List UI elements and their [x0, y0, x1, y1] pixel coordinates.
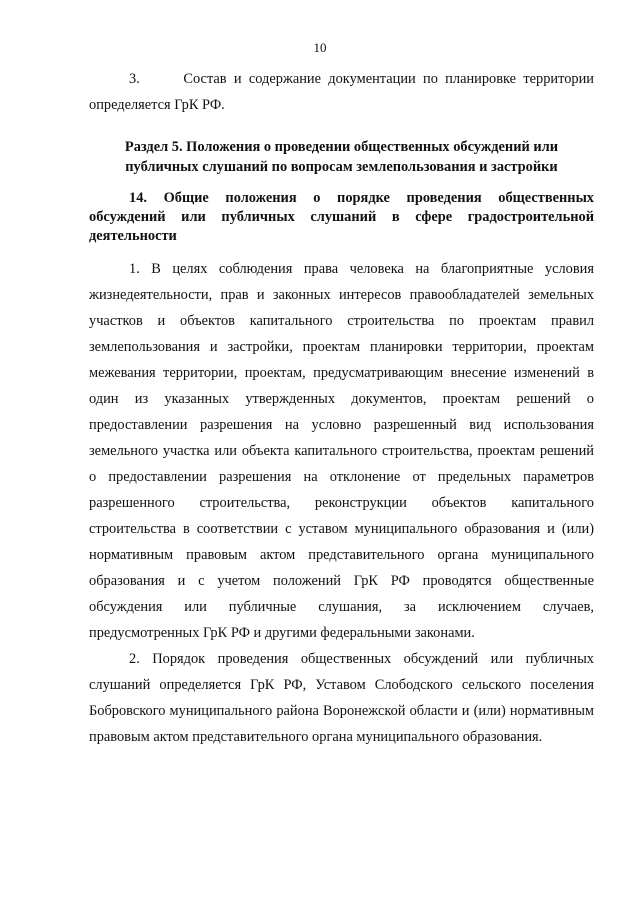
subsection-14-title: 14. Общие положения о порядке проведения общественных обсуждений или публичных слушаний в сфере градостроительной деятельности — [89, 190, 594, 244]
page-number: 10 — [313, 40, 327, 55]
item-3-text: 3. Состав и содержание документации по планировке территории определяется ГрК РФ. — [89, 71, 594, 113]
paragraph-2: 2. Порядок проведения общественных обсуждений или публичных слушаний определяется ГрК РФ, Уставом Слободского сельского поселения Бобровского муниципального района Воронежской области и (или) нормативным правовым актом представительного органа муниципального образования. — [89, 651, 594, 745]
paragraph-1: 1. В целях соблюдения права человека на благоприятные условия жизнедеятельности, прав и законных интересов правообладателей земельных участков и объектов капитального строительства по проектам правил землепользования и застройки, проектам планировки территории, проектам межевания территории, проектам, предусматривающим внесение изменений в один из указанных утвержденных документов, проектам решений о предоставлении разрешения на условно разрешенный вид использования земельного участка или объекта капитального строительства, проектам решений о предоставлении разрешения на отклонение от предельных параметров разрешенного строительства, реконструкции объектов капитального строительства в соответствии с уставом муниципального образования и (или) нормативным правовым актом представительного органа муниципального образования и с учетом положений ГрК РФ проводятся общественные обсуждения или публичные слушания, за исключением случаев, предусмотренных ГрК РФ и другими федеральными законами. — [89, 261, 594, 641]
section-5-title: Раздел 5. Положения о проведении общественных обсуждений или публичных слушаний по вопросам землепользования и застройки — [124, 139, 559, 175]
